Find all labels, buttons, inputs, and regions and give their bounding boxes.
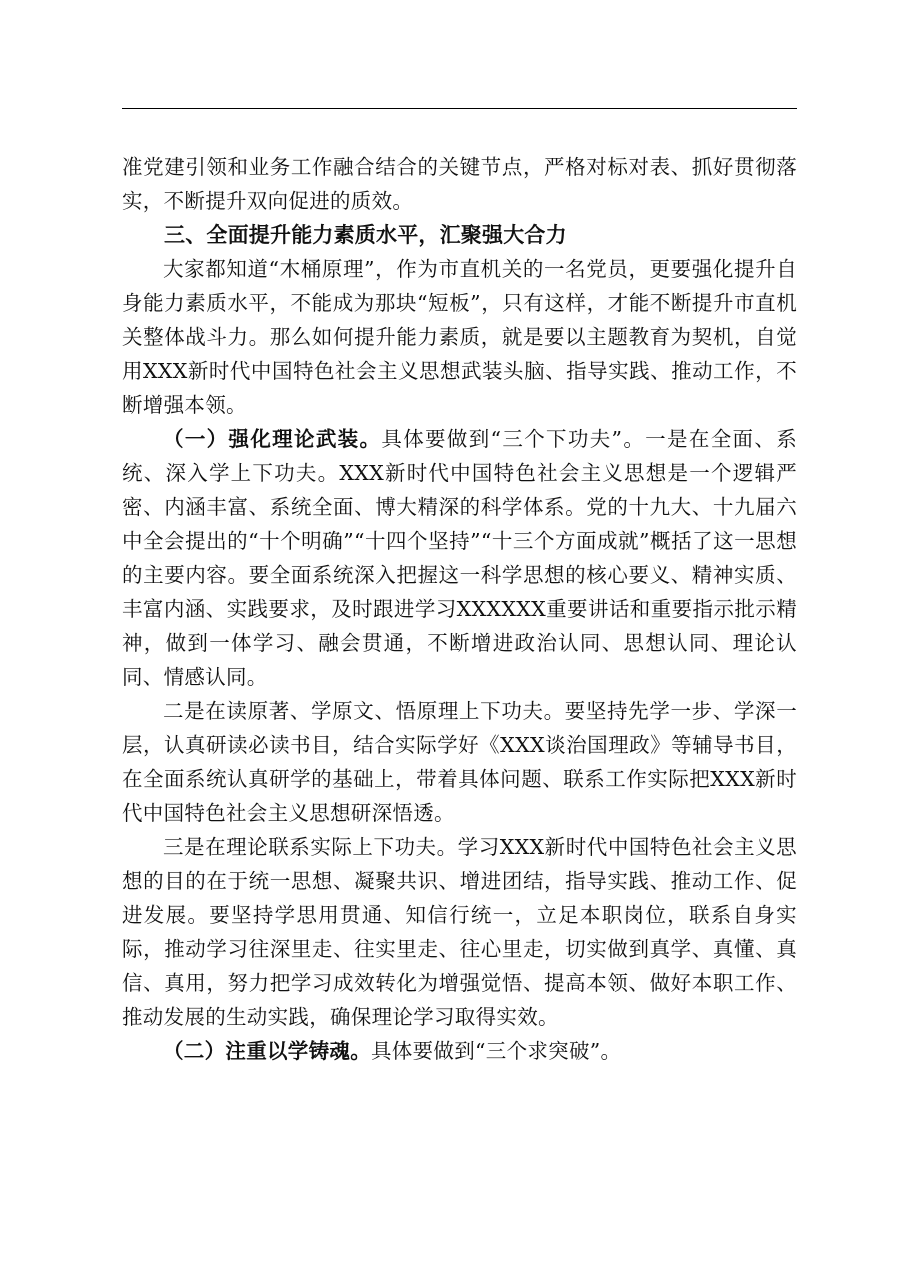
paragraph-subsection-2: [122, 1034, 797, 1068]
document-body: [122, 150, 797, 1068]
paragraph-continuation: 准党建引领和业务工作融合结合的关键节点，严格对标对表、抓好贯彻落实，不断提升双向促进的质效。: [122, 155, 797, 213]
paragraph-body: 大家都知道“木桶原理”，作为市直机关的一名党员，更要强化提升自身能力素质水平，不能成为那块“短板”，只有这样，才能不断提升市直机关整体战斗力。那么如何提升能力素质，就是要以主题教育为契机，自觉用XXX新时代中国特色社会主义思想武装头脑、指导实践、推动工作，不断增强本领。: [122, 257, 797, 417]
subsection-text: 具体要做到“三个求突破”。: [371, 1039, 622, 1063]
subsection-heading: （一）强化理论武装。: [163, 427, 382, 451]
header-divider: [122, 108, 797, 109]
subsection-text: 具体要做到“三个下功夫”。一是在全面、系统、深入学上下功夫。XXX新时代中国特色社会主义思想是一个逻辑严密、内涵丰富、系统全面、博大精深的科学体系。党的十九大、十九届六中全会提出的“十个明确”“十四个坚持”“十三个方面成就”概括了这一思想的主要内容。要全面系统深入把握这一科学思想的核心要义、精神实质、丰富内涵、实践要求，及时跟进学习XXXXXX重要讲话和重要指示批示精神，做到一体学习、融会贯通，不断增进政治认同、思想认同、理论认同、情感认同。: [122, 427, 797, 689]
paragraph-body: 三是在理论联系实际上下功夫。学习XXX新时代中国特色社会主义思想的目的在于统一思想、凝聚共识、增进团结，指导实践、推动工作、促进发展。要坚持学思用贯通、知信行统一，立足本职岗位，联系自身实际，推动学习往深里走、往实里走、往心里走，切实做到真学、真懂、真信、真用，努力把学习成效转化为增强觉悟、提高本领、做好本职工作、推动发展的生动实践，确保理论学习取得实效。: [122, 835, 797, 1029]
paragraph-subsection-1: [122, 422, 797, 694]
section-heading: 三、全面提升能力素质水平，汇聚强大合力: [164, 223, 567, 247]
subsection-heading: （二）注重以学铸魂。: [163, 1039, 371, 1063]
paragraph-body: 二是在读原著、学原文、悟原理上下功夫。要坚持先学一步、学深一层，认真研读必读书目，结合实际学好《XXX谈治国理政》等辅导书目，在全面系统认真研学的基础上，带着具体问题、联系工作实际把XXX新时代中国特色社会主义思想研深悟透。: [122, 699, 797, 825]
